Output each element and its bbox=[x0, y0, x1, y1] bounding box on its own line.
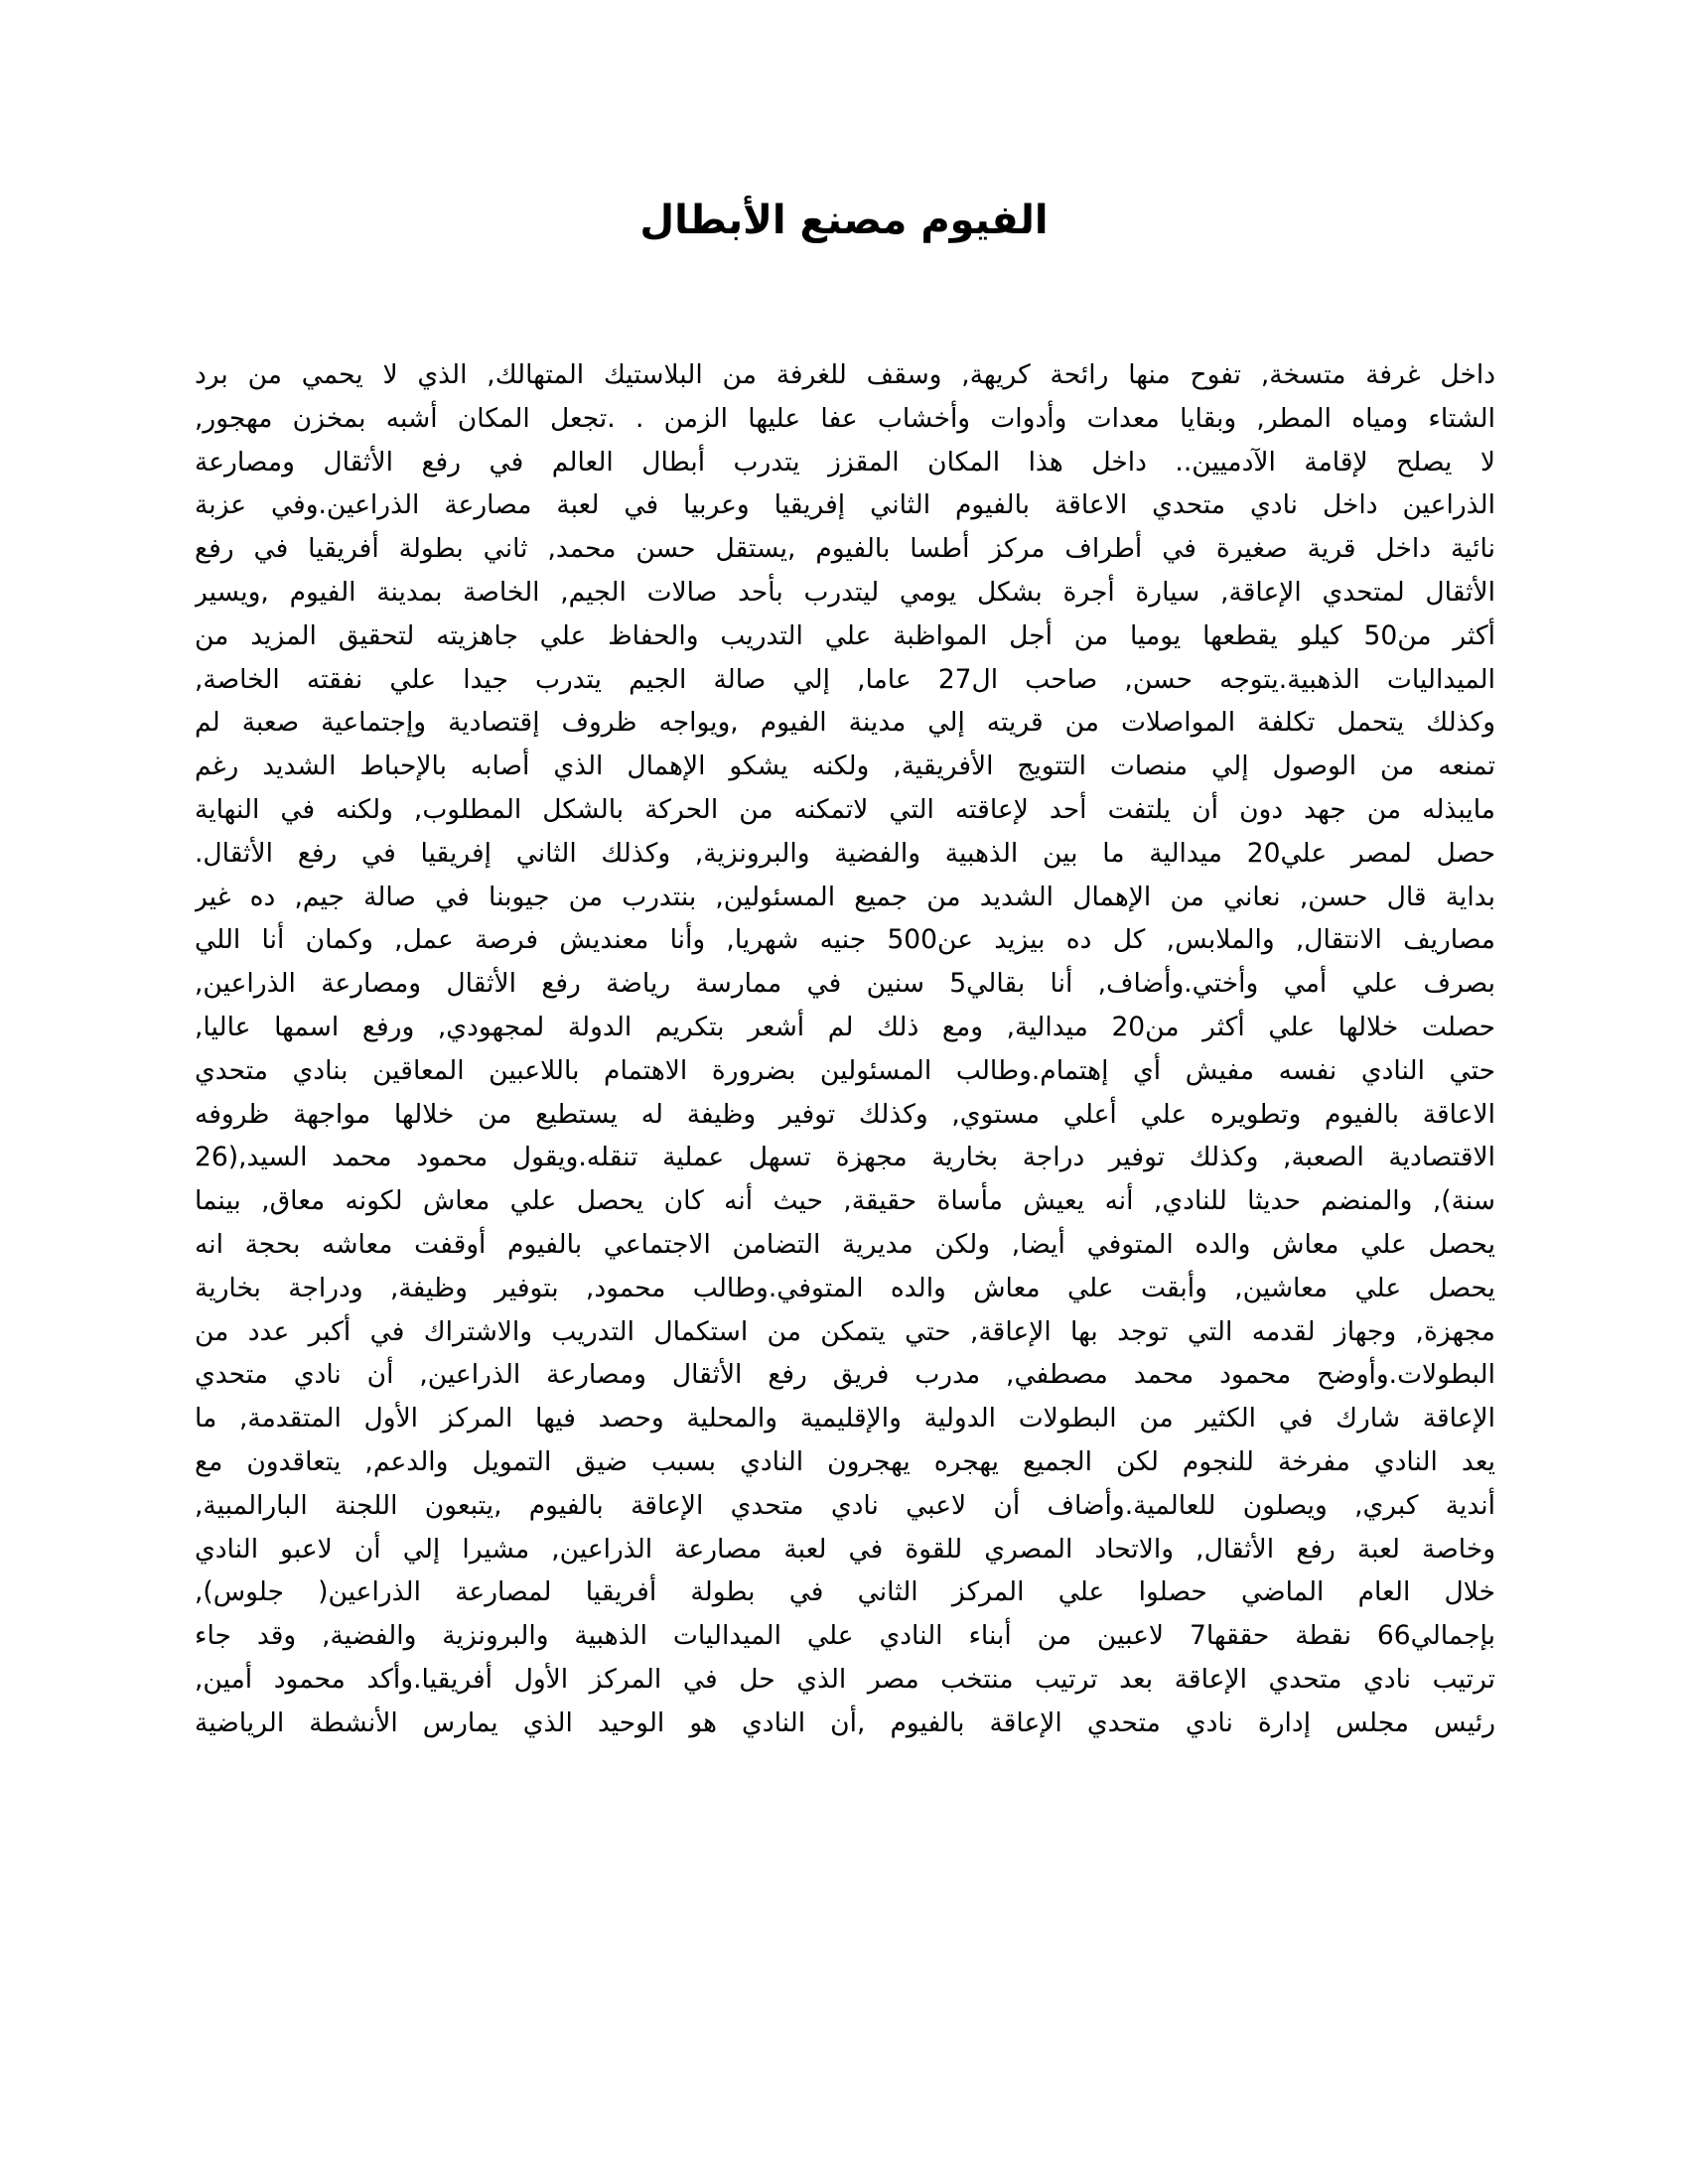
body-line: مصاريف الانتقال, والملابس, كل ده بيزيد عن500 جنيه شهريا, وأنا معنديش فرصة عمل, وكمان أنا اللي bbox=[195, 924, 1495, 956]
body-line: الإعاقة شارك في الكثير من البطولات الدولية والإقليمية والمحلية وحصد فيها المركز الأول المتقدمة, ما bbox=[195, 1403, 1495, 1434]
body-line: رئيس مجلس إدارة نادي متحدي الإعاقة بالفيوم ,أن النادي هو الوحيد الذي يمارس الأنشطة الرياضية bbox=[195, 1706, 1495, 1738]
body-line: وكذلك يتحمل تكلفة المواصلات من قريته إلي مدينة الفيوم ,ويواجه ظروف إقتصادية وإجتماعية صعبة لم bbox=[195, 707, 1495, 739]
body-line: خلال العام الماضي حصلوا علي المركز الثاني في بطولة أفريقيا لمصارعة الذراعين( جلوس), bbox=[195, 1576, 1495, 1608]
body-line: الاعاقة بالفيوم وتطويره علي أعلي مستوي, وكذلك توفير وظيفة له يستطيع من خلالها مواجهة ظروفه bbox=[195, 1098, 1495, 1130]
body-line: أكثر من50 كيلو يقطعها يوميا من أجل المواظبة علي التدريب والحفاظ علي جاهزيته لتحقيق المزيد من bbox=[195, 619, 1495, 651]
body-line: الذراعين داخل نادي متحدي الاعاقة بالفيوم الثاني إفريقيا وعربيا في لعبة مصارعة الذراعين.وفي عزبة bbox=[195, 489, 1495, 521]
body-line: لا يصلح لإقامة الآدميين.. داخل هذا المكان المقزز يتدرب أبطال العالم في رفع الأثقال ومصارعة bbox=[195, 446, 1495, 478]
body-line: حصلت خلالها علي أكثر من20 ميدالية, ومع ذلك لم أشعر بتكريم الدولة لمجهودي, ورفع اسمها عاليا, bbox=[195, 1011, 1495, 1042]
body-line: الاقتصادية الصعبة, وكذلك توفير دراجة بخارية مجهزة تسهل عملية تنقله.ويقول محمود محمد السيد,(26 bbox=[195, 1142, 1495, 1173]
body-line: داخل غرفة متسخة, تفوح منها رائحة كريهة, وسقف للغرفة من البلاستيك المتهالك, الذي لا يحمي من برد bbox=[195, 359, 1495, 390]
document-title: الفيوم مصنع الأبطال bbox=[639, 198, 1049, 243]
body-line: حصل لمصر علي20 ميدالية ما بين الذهبية والفضية والبرونزية, وكذلك الثاني إفريقيا في رفع الأثقال. bbox=[195, 837, 1495, 869]
body-line: يعد النادي مفرخة للنجوم لكن الجميع يهجره يهجرون النادي بسبب ضيق التمويل والدعم, يتعاقدون مع bbox=[195, 1445, 1495, 1477]
body-line: نائية داخل قرية صغيرة في أطراف مركز أطسا بالفيوم ,يستقل حسن محمد, ثاني بطولة أفريقيا في رفع bbox=[195, 533, 1495, 565]
body-line: وخاصة لعبة رفع الأثقال, والاتحاد المصري للقوة في لعبة مصارعة الذراعين, مشيرا إلي أن لاعبو النادي bbox=[195, 1533, 1495, 1565]
body-line: بداية قال حسن, نعاني من الإهمال الشديد من جميع المسئولين, بنتدرب من جيوبنا في صالة جيم, ده غير bbox=[195, 881, 1495, 912]
body-line: مايبذله من جهد دون أن يلتفت أحد لإعاقته التي لاتمكنه من الحركة بالشكل المطلوب, ولكنه في النهاية bbox=[195, 793, 1495, 825]
body-line: بصرف علي أمي وأختي.وأضاف, أنا بقالي5 سنين في ممارسة رياضة رفع الأثقال ومصارعة الذراعين, bbox=[195, 968, 1495, 1000]
body-line: أندية كبري, ويصلون للعالمية.وأضاف أن لاعبي نادي متحدي الإعاقة بالفيوم ,يتبعون اللجنة البارالمبية, bbox=[195, 1489, 1495, 1521]
body-line: بإجمالي66 نقطة حققها7 لاعبين من أبناء النادي علي الميداليات الذهبية والبرونزية والفضية, وقد جاء bbox=[195, 1620, 1495, 1652]
body-line: ترتيب نادي متحدي الإعاقة بعد ترتيب منتخب مصر الذي حل في المركز الأول أفريقيا.وأكد محمود أمين, bbox=[195, 1663, 1495, 1695]
body-line: الميداليات الذهبية.يتوجه حسن, صاحب ال27 عاما, إلي صالة الجيم يتدرب جيدا علي نفقته الخاصة, bbox=[195, 663, 1495, 695]
body-line: البطولات.وأوضح محمود محمد مصطفي, مدرب فريق رفع الأثقال ومصارعة الذراعين, أن نادي متحدي bbox=[195, 1359, 1495, 1391]
body-line: الشتاء ومياه المطر, وبقايا معدات وأدوات وأخشاب عفا عليها الزمن . .تجعل المكان أشبه بمخزن مهجور, bbox=[195, 402, 1495, 434]
body-line: حتي النادي نفسه مفيش أي إهتمام.وطالب المسئولين بضرورة الاهتمام باللاعبين المعاقين بنادي متحدي bbox=[195, 1054, 1495, 1086]
document-body bbox=[195, 353, 1495, 1745]
body-line: يحصل علي معاشين, وأبقت علي معاش والده المتوفي.وطالب محمود, بتوفير وظيفة, ودراجة بخارية bbox=[195, 1272, 1495, 1303]
body-line: الأثقال لمتحدي الإعاقة, سيارة أجرة بشكل يومي ليتدرب بأحد صالات الجيم, الخاصة بمدينة الفيوم ,ويسير bbox=[195, 576, 1495, 608]
body-line: سنة), والمنضم حديثا للنادي, أنه يعيش مأساة حقيقة, حيث أنه كان يحصل علي معاش لكونه معاق, بينما bbox=[195, 1185, 1495, 1217]
body-line: تمنعه من الوصول إلي منصات التتويج الأفريقية, ولكنه يشكو الإهمال الذي أصابه بالإحباط الشديد رغم bbox=[195, 751, 1495, 782]
body-line: يحصل علي معاش والده المتوفي أيضا, ولكن مديرية التضامن الاجتماعي بالفيوم أوقفت معاشه بحجة انه bbox=[195, 1228, 1495, 1260]
body-line: مجهزة, وجهاز لقدمه التي توجد بها الإعاقة, حتي يتمكن من استكمال التدريب والاشتراك في أكبر عدد من bbox=[195, 1315, 1495, 1347]
